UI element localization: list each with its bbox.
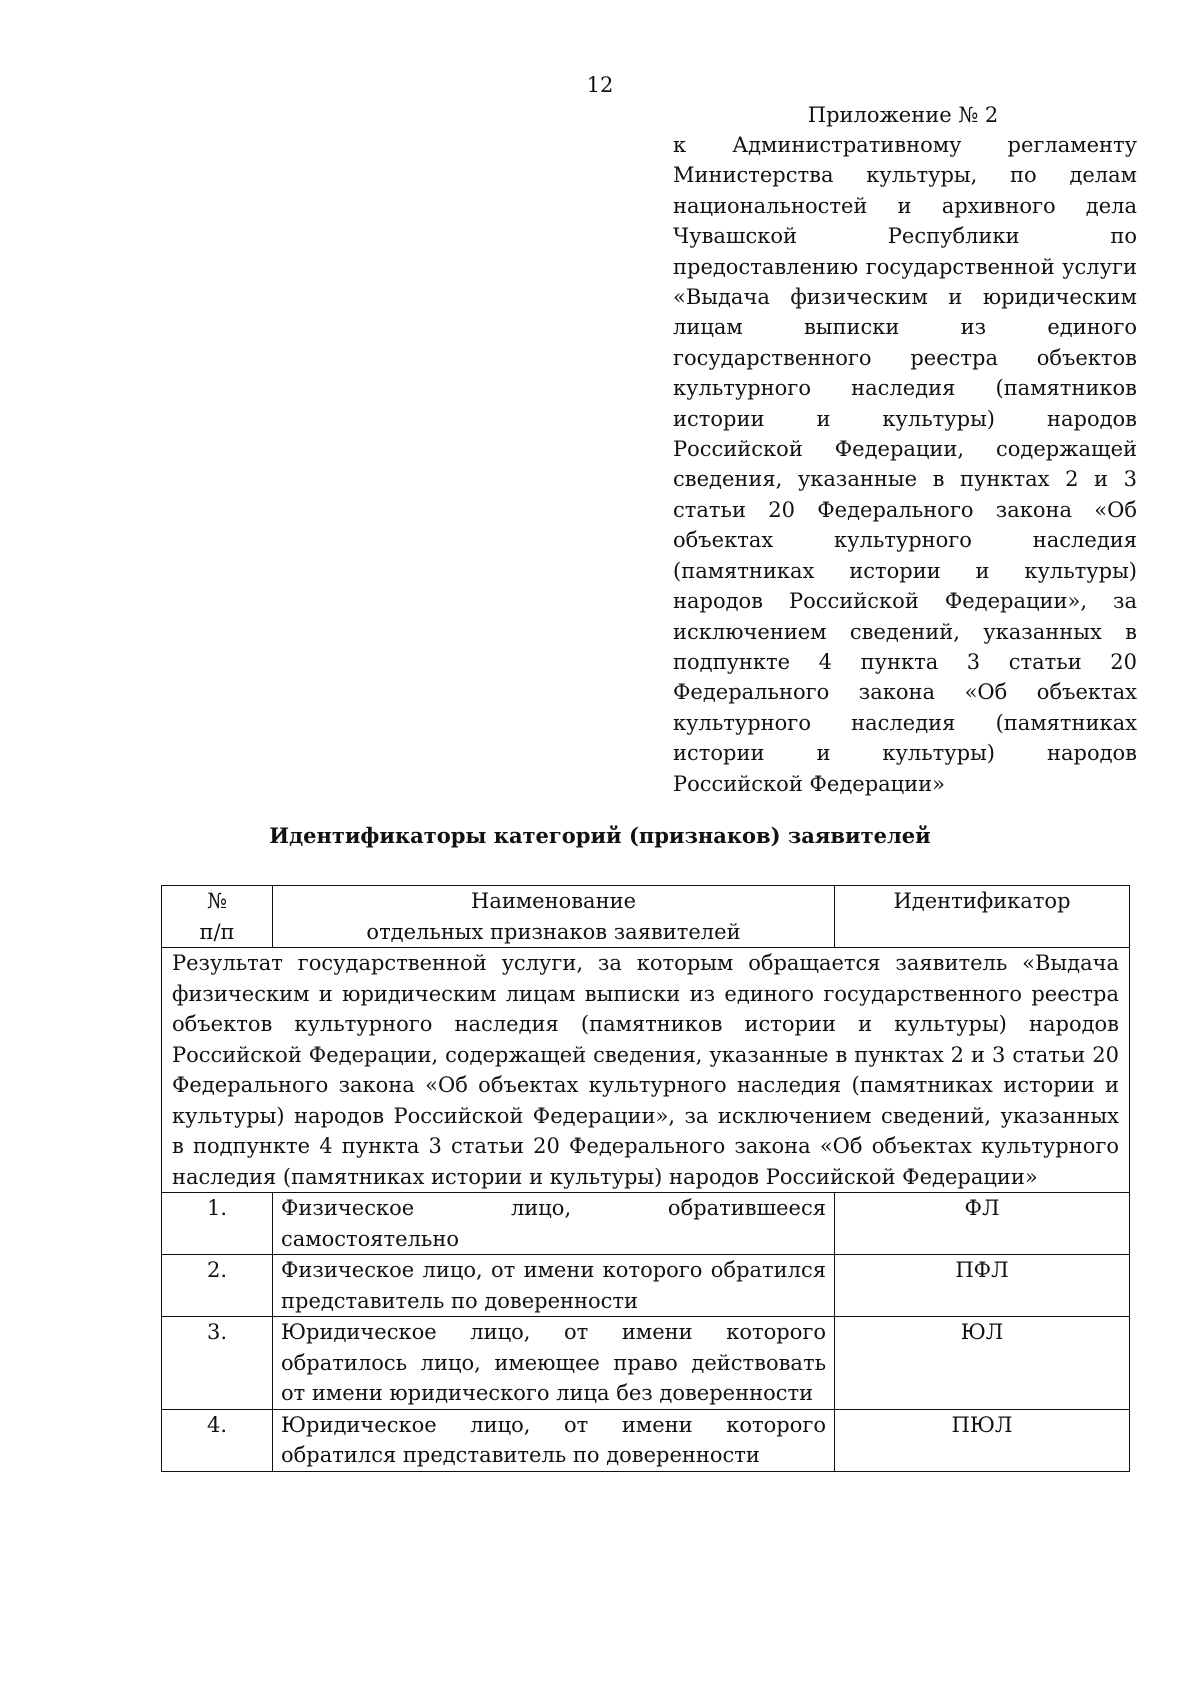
appendix-line: государственного реестра объектов — [673, 345, 1137, 370]
row-name-line: обратился представитель по доверенности — [281, 1443, 760, 1467]
table-header-row — [162, 886, 1130, 948]
result-line: культуры) народов Российской Федерации», за исключением сведений, указанных — [172, 1103, 1119, 1128]
appendix-line: народов Российской Федерации», за — [673, 589, 1137, 614]
result-line: в подпункте 4 пункта 3 статьи 20 Федерального закона «Об объектах культурного — [172, 1134, 1119, 1158]
appendix-line: предоставлению государственной услуги — [673, 254, 1137, 279]
row-identifier: ФЛ — [835, 1193, 1130, 1255]
row-name — [273, 1255, 835, 1317]
appendix-line: сведения, указанные в пунктах 2 и 3 — [673, 467, 1137, 492]
row-name-line: обратилось лицо, имеющее право действовать — [281, 1350, 826, 1375]
appendix-line: национальностей и архивного дела — [673, 193, 1137, 218]
row-name-line: представитель по доверенности — [281, 1288, 639, 1313]
header-number-line: п/п — [199, 919, 235, 944]
header-name — [273, 886, 835, 948]
appendix-line: истории и культуры) народов — [673, 406, 1137, 431]
appendix-line: «Выдача физическим и юридическим — [673, 285, 1137, 310]
appendix-line: Федерального закона «Об объектах — [673, 680, 1137, 705]
row-name-line: от имени юридического лица без доверенности — [281, 1381, 814, 1405]
row-identifier: ЮЛ — [835, 1317, 1130, 1410]
result-line: Федерального закона «Об объектах культурного наследия (памятниках истории и — [172, 1073, 1119, 1097]
table-row — [162, 1317, 1130, 1410]
appendix-line: объектах культурного наследия — [673, 528, 1137, 553]
appendix-line: к Административному регламенту — [673, 133, 1137, 157]
row-number: 4. — [162, 1409, 273, 1471]
result-row — [162, 948, 1130, 1193]
row-name — [273, 1409, 835, 1471]
result-line: объектов культурного наследия (памятников истории и культуры) народов — [172, 1012, 1119, 1036]
table-row — [162, 1255, 1130, 1317]
appendix-line: исключением сведений, указанных в — [673, 619, 1137, 644]
appendix-line: культурного наследия (памятников — [673, 376, 1137, 401]
header-identifier: Идентификатор — [835, 886, 1130, 948]
row-name-line: Юридическое лицо, от имени которого — [281, 1412, 826, 1437]
service-result-cell — [162, 948, 1130, 1193]
table-row — [162, 1409, 1130, 1471]
appendix-line: истории и культуры) народов — [673, 741, 1137, 766]
header-name-line: Наименование — [471, 889, 636, 913]
row-number: 2. — [162, 1255, 273, 1317]
header-number-line: № — [207, 889, 227, 913]
row-number: 1. — [162, 1193, 273, 1255]
result-line: физическим и юридическим лицам выписки из единого государственного реестра — [172, 981, 1119, 1006]
appendix-line: подпункте 4 пункта 3 статьи 20 — [673, 649, 1137, 674]
appendix-line: (памятниках истории и культуры) — [673, 558, 1137, 583]
result-line: наследия (памятниках истории и культуры) народов Российской Федерации» — [172, 1164, 1038, 1189]
row-name — [273, 1193, 835, 1255]
appendix-line: статьи 20 Федерального закона «Об — [673, 497, 1137, 522]
row-name-line: Физическое лицо, обратившееся — [281, 1196, 826, 1220]
appendix-line: Российской Федерации» — [673, 771, 946, 796]
appendix-line: Министерства культуры, по делам — [673, 163, 1137, 188]
header-name-line: отдельных признаков заявителей — [366, 919, 741, 944]
row-number: 3. — [162, 1317, 273, 1410]
appendix-line: культурного наследия (памятниках — [673, 710, 1137, 735]
row-name-line: Юридическое лицо, от имени которого — [281, 1320, 826, 1344]
header-number — [162, 886, 273, 948]
appendix-reference-text — [673, 130, 1137, 799]
applicant-categories-table — [161, 885, 1130, 1472]
result-line: Российской Федерации, содержащей сведения, указанные в пунктах 2 и 3 статьи 20 — [172, 1042, 1119, 1067]
row-identifier: ПФЛ — [835, 1255, 1130, 1317]
appendix-line: Российской Федерации, содержащей — [673, 437, 1137, 462]
appendix-line: Чувашской Республики по — [673, 224, 1137, 249]
table-row — [162, 1193, 1130, 1255]
appendix-line: лицам выписки из единого — [673, 315, 1137, 340]
appendix-title: Приложение № 2 — [807, 103, 999, 127]
row-name-line: самостоятельно — [281, 1226, 459, 1251]
result-line: Результат государственной услуги, за которым обращается заявитель «Выдача — [172, 951, 1119, 975]
page-number: 12 — [586, 73, 614, 97]
row-name-line: Физическое лицо, от имени которого обратился — [281, 1258, 826, 1282]
row-identifier: ПЮЛ — [835, 1409, 1130, 1471]
row-name — [273, 1317, 835, 1410]
table-title: Идентификаторы категорий (признаков) заявителей — [269, 823, 931, 848]
